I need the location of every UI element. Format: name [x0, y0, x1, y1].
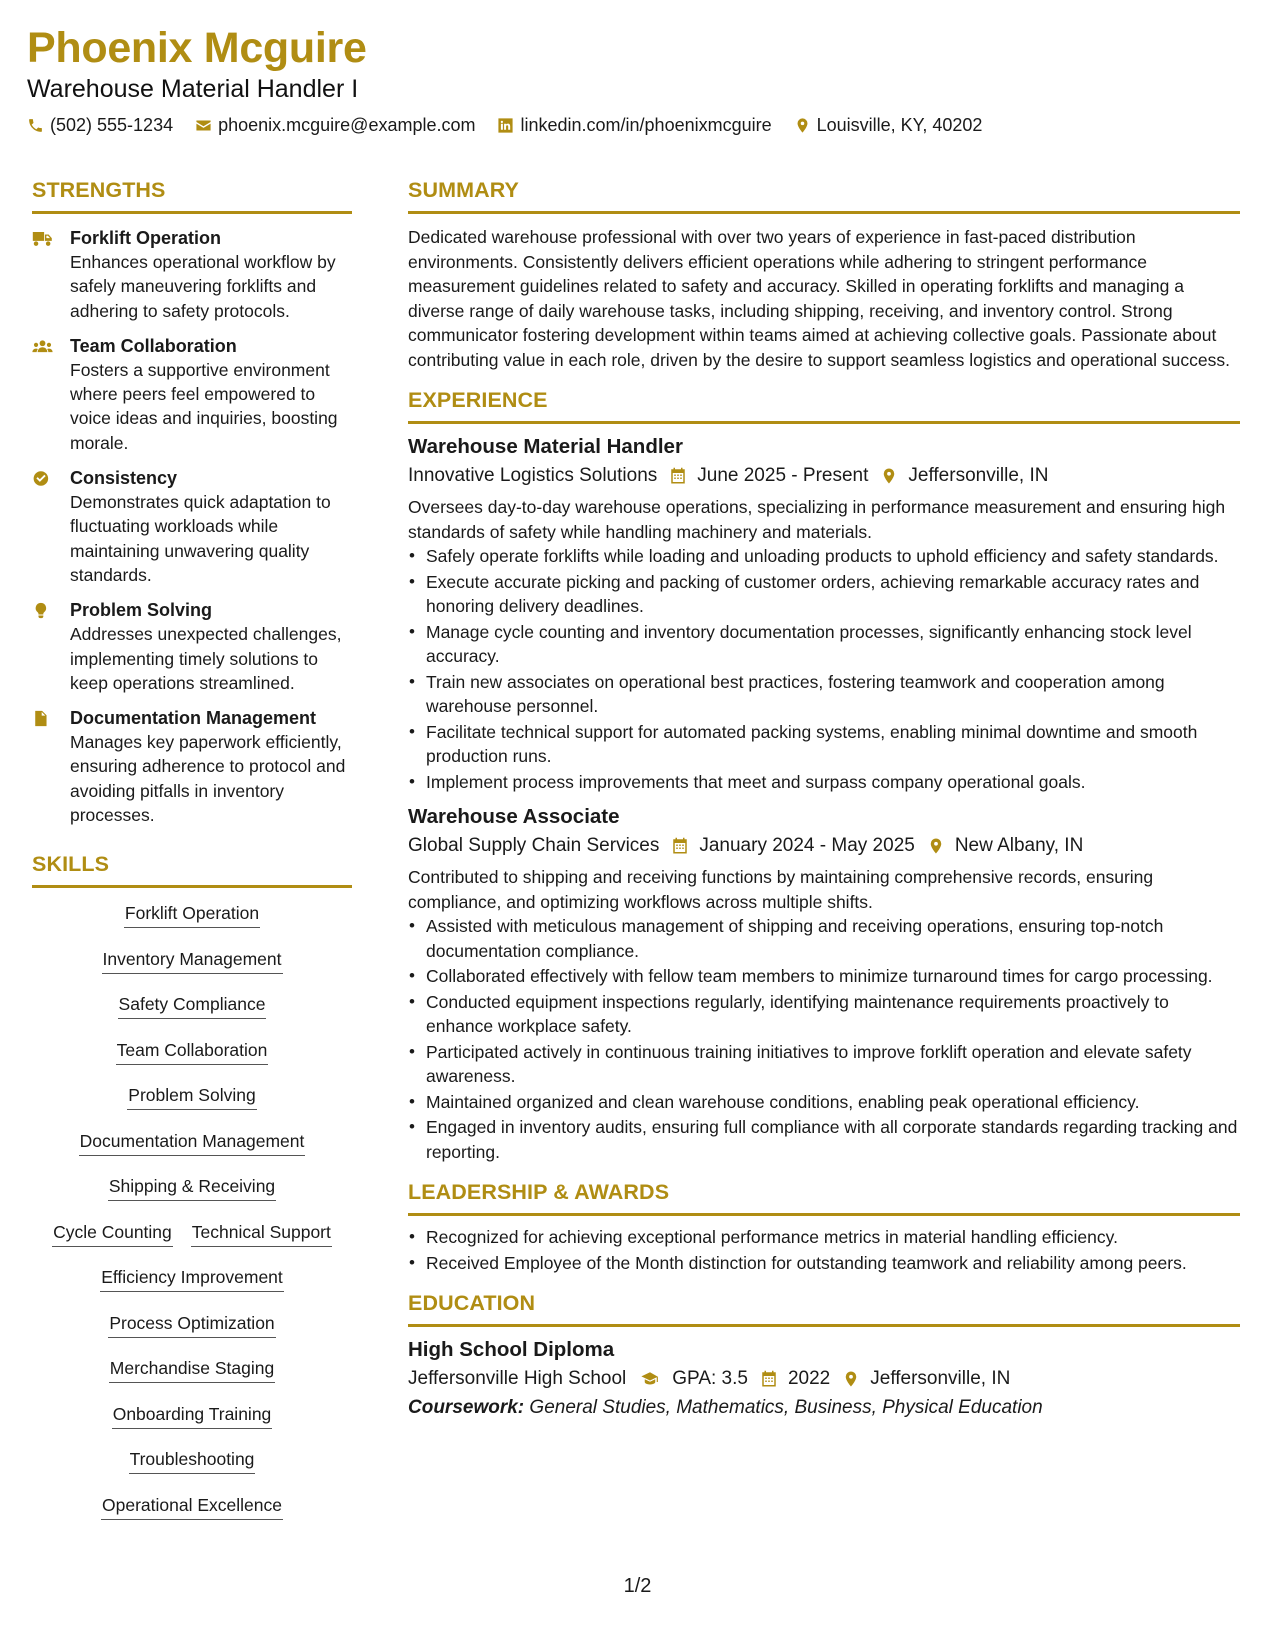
job-bullet: • Collaborated effectively with fellow team members to minimize turnaround times for cargo processing.	[426, 964, 1240, 989]
linkedin-icon	[497, 117, 514, 134]
contact-location	[794, 114, 983, 136]
job-bullet: • Execute accurate picking and packing of customer orders, achieving remarkable accuracy rates and honoring delivery deadlines.	[426, 570, 1240, 619]
calendar-icon	[671, 837, 689, 855]
skill-tag: Documentation Management	[79, 1130, 306, 1156]
experience-section	[408, 386, 1240, 1164]
skill-tag: Cycle Counting	[52, 1221, 173, 1247]
document-icon	[32, 709, 53, 728]
job-bullet: • Facilitate technical support for automated packing systems, enabling minimal downtime and smooth production runs.	[426, 720, 1240, 769]
job-bullet: • Implement process improvements that meet and surpass company operational goals.	[426, 770, 1240, 795]
job-dates: January 2024 - May 2025	[699, 835, 915, 856]
strength-desc: Demonstrates quick adaptation to fluctuating workloads while maintaining unwavering quality standards.	[70, 492, 331, 585]
education-section	[408, 1289, 1240, 1421]
job-bullet: • Assisted with meticulous management of shipping and receiving operations, ensuring top-notch documentation compliance.	[426, 914, 1240, 963]
job-company: Innovative Logistics Solutions	[408, 465, 658, 486]
job-description: Contributed to shipping and receiving functions by maintaining comprehensive records, ensuring compliance, and optimizing workflows across multiple shifts.	[408, 867, 1154, 912]
skill-tag: Efficiency Improvement	[100, 1266, 284, 1292]
strength-desc: Fosters a supportive environment where peers feel empowered to voice ideas and inquiries, boosting morale.	[70, 359, 338, 453]
job-bullet: • Safely operate forklifts while loading and unloading products to uphold efficiency and safety standards.	[426, 544, 1240, 569]
map-pin-icon	[794, 117, 811, 134]
contact-linkedin[interactable]	[497, 114, 771, 136]
resume-header	[27, 22, 1247, 136]
education-year: 2022	[787, 1368, 831, 1389]
skills-section	[32, 850, 352, 1539]
skill-tag: Shipping & Receiving	[108, 1175, 276, 1201]
job-location: Jeffersonville, IN	[908, 465, 1049, 486]
job-company: Global Supply Chain Services	[408, 835, 660, 856]
strength-item	[32, 334, 352, 455]
strength-title: Forklift Operation	[70, 228, 222, 248]
strength-title: Problem Solving	[70, 600, 213, 621]
skill-tag: Operational Excellence	[101, 1494, 283, 1520]
skill-tag: Technical Support	[191, 1221, 332, 1247]
calendar-icon	[760, 1370, 778, 1388]
skill-tag: Onboarding Training	[112, 1403, 273, 1429]
job-meta	[408, 463, 1240, 489]
awards-list	[408, 1225, 1240, 1275]
map-pin-icon	[842, 1370, 860, 1388]
right-column	[408, 176, 1240, 1421]
lightbulb-icon	[32, 601, 53, 620]
job-bullets	[408, 544, 1240, 794]
map-pin-icon	[880, 467, 898, 485]
contact-row	[27, 114, 1247, 136]
experience-heading: EXPERIENCE	[408, 386, 1240, 424]
skill-tag: Inventory Management	[102, 948, 283, 974]
left-column	[32, 176, 352, 1539]
truck-icon	[32, 229, 53, 248]
strength-title: Team Collaboration	[70, 335, 237, 356]
skill-tag: Merchandise Staging	[109, 1357, 275, 1383]
job-bullets	[408, 914, 1240, 1164]
job-location: New Albany, IN	[954, 835, 1084, 856]
phone-text: (502) 555-1234	[50, 115, 174, 135]
summary-heading: SUMMARY	[408, 176, 1240, 214]
award-item: • Recognized for achieving exceptional performance metrics in material handling efficiency.	[426, 1225, 1240, 1250]
location-text: Louisville, KY, 40202	[816, 115, 983, 135]
skill-tag: Troubleshooting	[129, 1448, 256, 1474]
job-bullet: • Manage cycle counting and inventory documentation processes, significantly enhancing stock level accuracy.	[426, 620, 1240, 669]
education-degree: High School Diploma	[408, 1338, 615, 1361]
strength-item	[32, 466, 352, 587]
strength-item	[32, 226, 352, 323]
map-pin-icon	[927, 837, 945, 855]
award-item: • Received Employee of the Month distinction for outstanding teamwork and reliability among peers.	[426, 1251, 1240, 1276]
calendar-icon	[669, 467, 687, 485]
users-icon	[32, 337, 53, 356]
email-text: phoenix.mcguire@example.com	[218, 115, 476, 135]
strength-item	[32, 598, 352, 695]
contact-email[interactable]	[195, 114, 475, 136]
education-coursework	[408, 1395, 1240, 1421]
graduation-cap-icon	[638, 1370, 662, 1388]
skill-tag: Team Collaboration	[116, 1039, 269, 1065]
coursework-text: General Studies, Mathematics, Business, Physical Education	[529, 1397, 1043, 1418]
skill-tag: Forklift Operation	[124, 902, 260, 928]
job-bullet: • Train new associates on operational best practices, fostering teamwork and cooperation among warehouse personnel.	[426, 670, 1240, 719]
job-title: Warehouse Material Handler I	[27, 75, 359, 103]
education-location: Jeffersonville, IN	[870, 1368, 1011, 1389]
job-bullet: • Conducted equipment inspections regularly, identifying maintenance requirements proactively to enhance workplace safety.	[426, 990, 1240, 1039]
strength-title: Documentation Management	[70, 708, 317, 729]
skill-tag: Problem Solving	[127, 1084, 256, 1110]
education-meta	[408, 1366, 1240, 1392]
candidate-name: Phoenix Mcguire	[27, 24, 367, 72]
job-bullet: • Engaged in inventory audits, ensuring full compliance with all corporate standards regarding tracking and reporting.	[426, 1115, 1240, 1164]
skills-list	[32, 902, 352, 1539]
job-entry	[408, 433, 1240, 794]
job-meta	[408, 833, 1240, 859]
job-bullet: • Participated actively in continuous training initiatives to improve forklift operation and elevate safety awareness.	[426, 1040, 1240, 1089]
strength-item	[32, 706, 352, 827]
job-position: Warehouse Associate	[408, 805, 620, 828]
summary-text: Dedicated warehouse professional with over two years of experience in fast-paced distribution environments. Consistently delivers efficient operations while adhering to stringent performance measurement guidelines related to safety and accuracy. Skilled in operating forklifts and managing a diverse range of daily warehouse tasks, including shipping, receiving, and inventory control. Strong communicator fostering development within teams aimed at achieving collective goals. Passionate about contributing value in each role, driven by the desire to support seamless logistics and operational success.	[408, 227, 1230, 370]
summary-section	[408, 176, 1240, 372]
job-bullet: • Maintained organized and clean warehouse conditions, enabling peak operational efficiency.	[426, 1090, 1240, 1115]
strength-desc: Manages key paperwork efficiently, ensuring adherence to protocol and avoiding pitfalls in inventory processes.	[70, 732, 346, 826]
job-entry	[408, 803, 1240, 1164]
awards-section	[408, 1178, 1240, 1275]
skill-tag: Process Optimization	[108, 1312, 275, 1338]
awards-heading: LEADERSHIP & AWARDS	[408, 1178, 1240, 1216]
strength-title: Consistency	[70, 468, 178, 489]
job-position: Warehouse Material Handler	[408, 435, 683, 458]
strengths-section	[32, 176, 352, 827]
job-description: Oversees day-to-day warehouse operations, specializing in performance measurement and ensuring high standards of safety while handling machinery and materials.	[408, 497, 1226, 542]
education-heading: EDUCATION	[408, 1289, 1240, 1327]
education-school: Jeffersonville High School	[408, 1368, 627, 1389]
skill-tag: Safety Compliance	[118, 993, 267, 1019]
phone-icon	[27, 117, 44, 134]
job-dates: June 2025 - Present	[697, 465, 869, 486]
coursework-label: Coursework:	[408, 1397, 525, 1418]
strengths-heading: STRENGTHS	[32, 176, 352, 214]
linkedin-text: linkedin.com/in/phoenixmcguire	[520, 115, 772, 135]
envelope-icon	[195, 117, 212, 134]
strength-desc: Addresses unexpected challenges, implementing timely solutions to keep operations streamlined.	[70, 624, 342, 693]
education-gpa: GPA: 3.5	[672, 1368, 748, 1389]
page-number: 1/2	[623, 1575, 652, 1597]
check-circle-icon	[32, 469, 53, 488]
skills-heading: SKILLS	[32, 850, 352, 888]
strength-desc: Enhances operational workflow by safely maneuvering forklifts and adhering to safety protocols.	[70, 252, 336, 321]
contact-phone[interactable]	[27, 114, 173, 136]
